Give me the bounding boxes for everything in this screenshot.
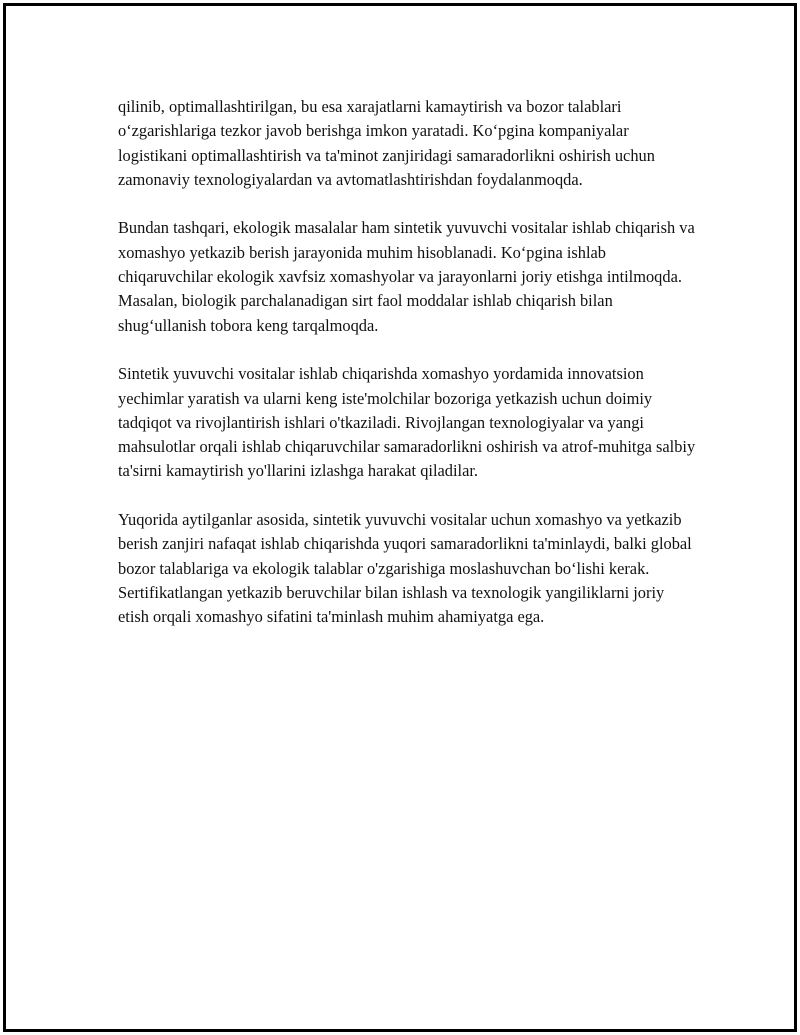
paragraph-1: qilinib, optimallashtirilgan, bu esa xarajatlarni kamaytirish va bozor talablari o‘zgarishlariga tezkor javob berishga imkon yaratadi. Ko‘pgina kompaniyalar logistikani optimallashtirish va ta'minot zanjiridagi samaradorlikni oshirish uchun zamonaviy texnologiyalardan va avtomatlashtirishdan foydalanmoqda.	[118, 97, 655, 189]
paragraph-4: Yuqorida aytilganlar asosida, sintetik yuvuvchi vositalar uchun xomashyo va yetkazib berish zanjiri nafaqat ishlab chiqarishda yuqori samaradorlikni ta'minlaydi, balki global bozor talablariga va ekologik talablar o'zgarishiga moslashuvchan bo‘lishi kerak. Sertifikatlangan yetkazib beruvchilar bilan ishlash va texnologik yangiliklarni joriy etish orqali xomashyo sifatini ta'minlash muhim ahamiyatga ega.	[118, 510, 692, 627]
paragraph-3: Sintetik yuvuvchi vositalar ishlab chiqarishda xomashyo yordamida innovatsion yechimlar yaratish va ularni keng iste'molchilar bozoriga yetkazish uchun doimiy tadqiqot va rivojlantirish ishlari o'tkaziladi. Rivojlangan texnologiyalar va yangi mahsulotlar orqali ishlab chiqaruvchilar samaradorlikni oshirish va atrof-muhitga salbiy ta'sirni kamaytirish yo'llarini izlashga harakat qiladilar.	[118, 364, 696, 481]
paragraph-2: Bundan tashqari, ekologik masalalar ham sintetik yuvuvchi vositalar ishlab chiqarish va xomashyo yetkazib berish jarayonida muhim hisoblanadi. Ko‘pgina ishlab chiqaruvchilar ekologik xavfsiz xomashyolar va jarayonlarni joriy etishga intilmoqda. Masalan, biologik parchalanadigan sirt faol moddalar ishlab chiqarish bilan shug‘ullanish tobora keng tarqalmoqda.	[118, 218, 695, 335]
document-body	[118, 95, 698, 630]
